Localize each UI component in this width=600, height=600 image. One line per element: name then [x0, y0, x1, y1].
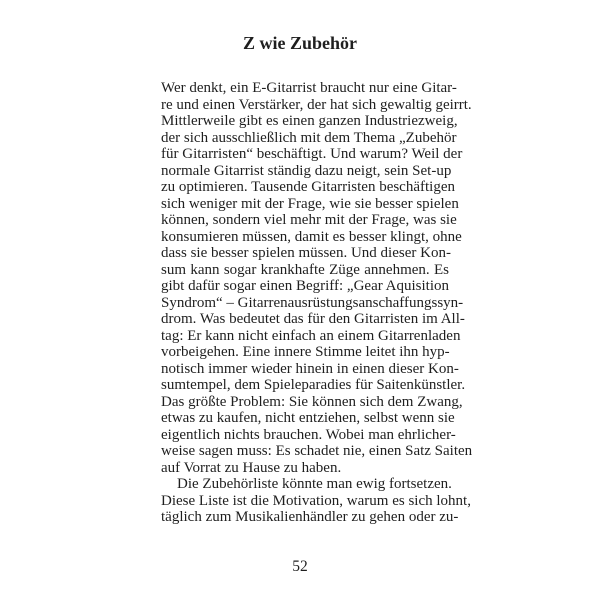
- text-line: können, sondern viel mehr mit der Frage, was sie: [161, 212, 457, 228]
- text-line: konsumieren müssen, damit es besser klingt, ohne: [161, 228, 462, 245]
- paragraph: [161, 80, 473, 476]
- text-line: Die Zubehörliste könnte man ewig fortsetzen.: [177, 476, 452, 492]
- body-text: [161, 80, 473, 526]
- text-line: Diese Liste ist die Motivation, warum es sich lohnt,: [161, 492, 471, 509]
- text-line: re und einen Verstärker, der hat sich gewaltig geirrt.: [161, 96, 472, 113]
- text-line: drom. Was bedeutet das für den Gitarristen im All-: [161, 311, 465, 327]
- text-line: weise sagen muss: Es schadet nie, einen Satz Saiten: [161, 443, 473, 459]
- page-number: 52: [292, 558, 308, 575]
- text-line: Syndrom“ – Gitarrenausrüstungsanschaffungssyn-: [161, 294, 464, 311]
- text-line: etwas zu kaufen, nicht entziehen, selbst wenn sie: [161, 410, 455, 426]
- text-line: Das größte Problem: Sie können sich dem Zwang,: [161, 393, 463, 410]
- text-line: vorbeigehen. Eine innere Stimme leitet ihn hyp-: [161, 344, 450, 360]
- text-line: täglich zum Musikalienhändler zu gehen oder zu-: [161, 509, 459, 525]
- text-line: auf Vorrat zu Hause zu haben.: [161, 459, 342, 476]
- text-line: notisch immer wieder hinein in einen dieser Kon-: [161, 360, 459, 377]
- text-line: dass sie besser spielen müssen. Und dieser Kon-: [161, 245, 451, 261]
- text-line: für Gitarristen“ beschäftigt. Und warum? Weil der: [161, 146, 463, 162]
- text-line: Mittlerweile gibt es einen ganzen Industriezweig,: [161, 113, 458, 129]
- text-line: Wer denkt, ein E-Gitarrist braucht nur eine Gitar-: [161, 80, 457, 96]
- text-line: der sich ausschließlich mit dem Thema „Zubehör: [161, 129, 457, 146]
- paragraph: [161, 476, 471, 526]
- text-line: sum kann sogar krankhafte Züge annehmen. Es: [161, 261, 449, 278]
- text-line: sumtempel, dem Spieleparadies für Saitenkünstler.: [161, 377, 466, 393]
- text-line: zu optimieren. Tausende Gitarristen beschäftigen: [161, 179, 455, 195]
- chapter-title: Z wie Zubehör: [242, 33, 357, 53]
- text-line: sich weniger mit der Frage, wie sie besser spielen: [161, 195, 459, 212]
- text-line: normale Gitarrist ständig dazu neigt, sein Set-up: [161, 162, 452, 179]
- text-line: eigentlich nichts brauchen. Wobei man ehrlicher-: [161, 426, 456, 443]
- text-line: tag: Er kann nicht einfach an einem Gitarrenladen: [161, 327, 461, 344]
- text-line: gibt dafür sogar einen Begriff: „Gear Aquisition: [161, 278, 449, 294]
